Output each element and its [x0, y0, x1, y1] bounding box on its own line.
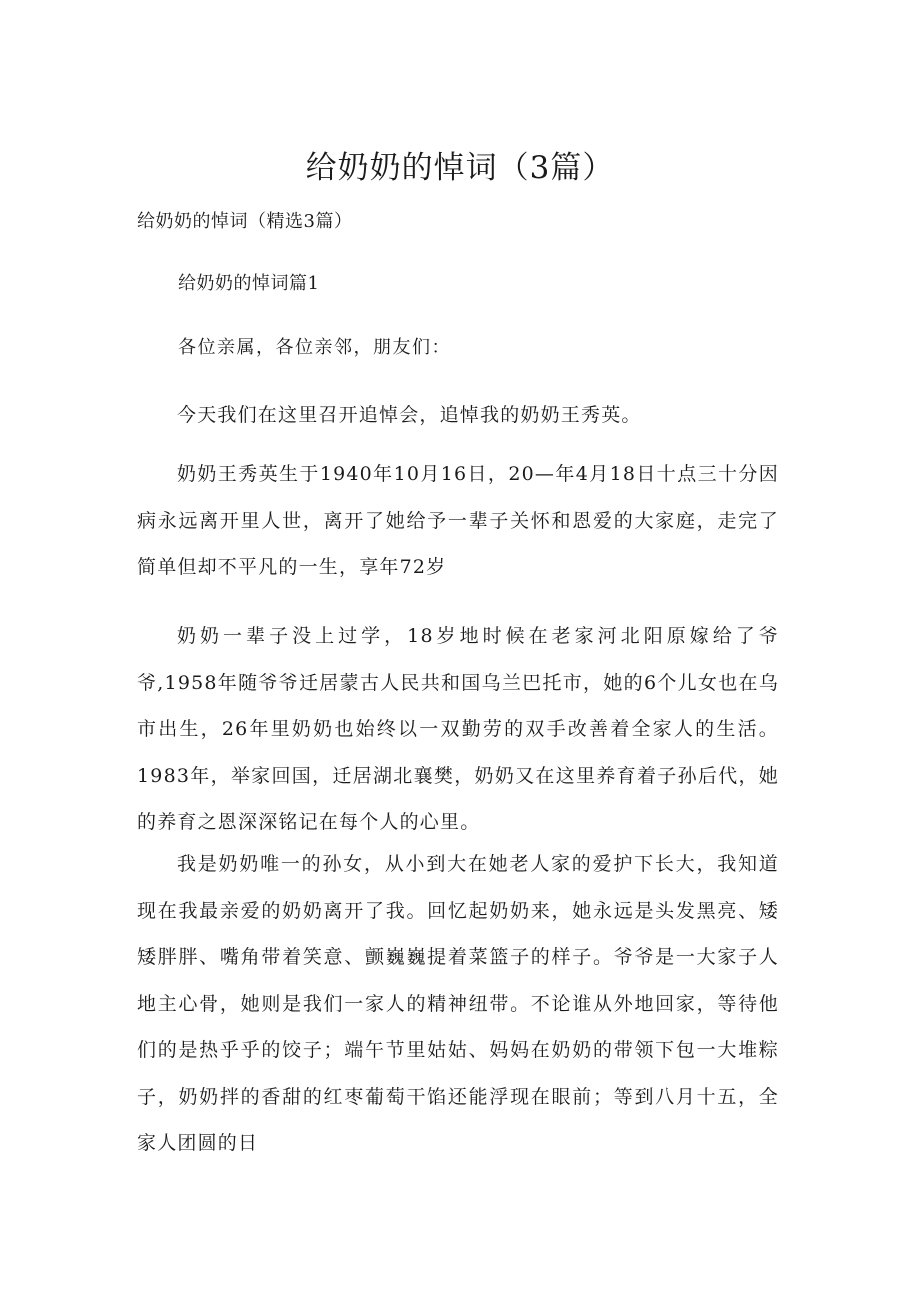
document-subtitle: 给奶奶的悼词（精选3篇）	[137, 211, 353, 232]
document-title: 给奶奶的悼词（3篇）	[305, 150, 615, 186]
section-heading: 给奶奶的悼词篇1	[178, 273, 320, 294]
paragraph-2: 奶奶王秀英生于1940年10月16日，20—年4月18日十点三十分因病永远离开里人世，离开了她给予一辈子关怀和恩爱的大家庭，走完了简单但却不平凡的一生，享年72岁	[137, 463, 779, 578]
greeting-line: 各位亲属，各位亲邻，朋友们：	[178, 337, 451, 358]
paragraph-4: 我是奶奶唯一的孙女，从小到大在她老人家的爱护下长大，我知道现在我最亲爱的奶奶离开了我。回忆起奶奶来，她永远是头发黑亮、矮矮胖胖、嘴角带着笑意、颤巍巍提着菜篮子的样子。爷爷是一大家子人地主心骨，她则是我们一家人的精神纽带。不论谁从外地回家，等待他们的是热乎乎的饺子；端午节里姑姑、妈妈在奶奶的带领下包一大堆粽子，奶奶拌的香甜的红枣葡萄干馅还能浮现在眼前；等到八月十五，全家人团圆的日	[137, 853, 779, 1154]
paragraph-3: 奶奶一辈子没上过学，18岁地时候在老家河北阳原嫁给了爷爷,1958年随爷爷迁居蒙古人民共和国乌兰巴托市，她的6个儿女也在乌市出生，26年里奶奶也始终以一双勤劳的双手改善着全家人的生活。1983年，举家回国，迁居湖北襄樊，奶奶又在这里养育着子孙后代，她的养育之恩深深铭记在每个人的心里。	[137, 625, 779, 833]
paragraph-1: 今天我们在这里召开追悼会，追悼我的奶奶王秀英。	[177, 404, 642, 426]
